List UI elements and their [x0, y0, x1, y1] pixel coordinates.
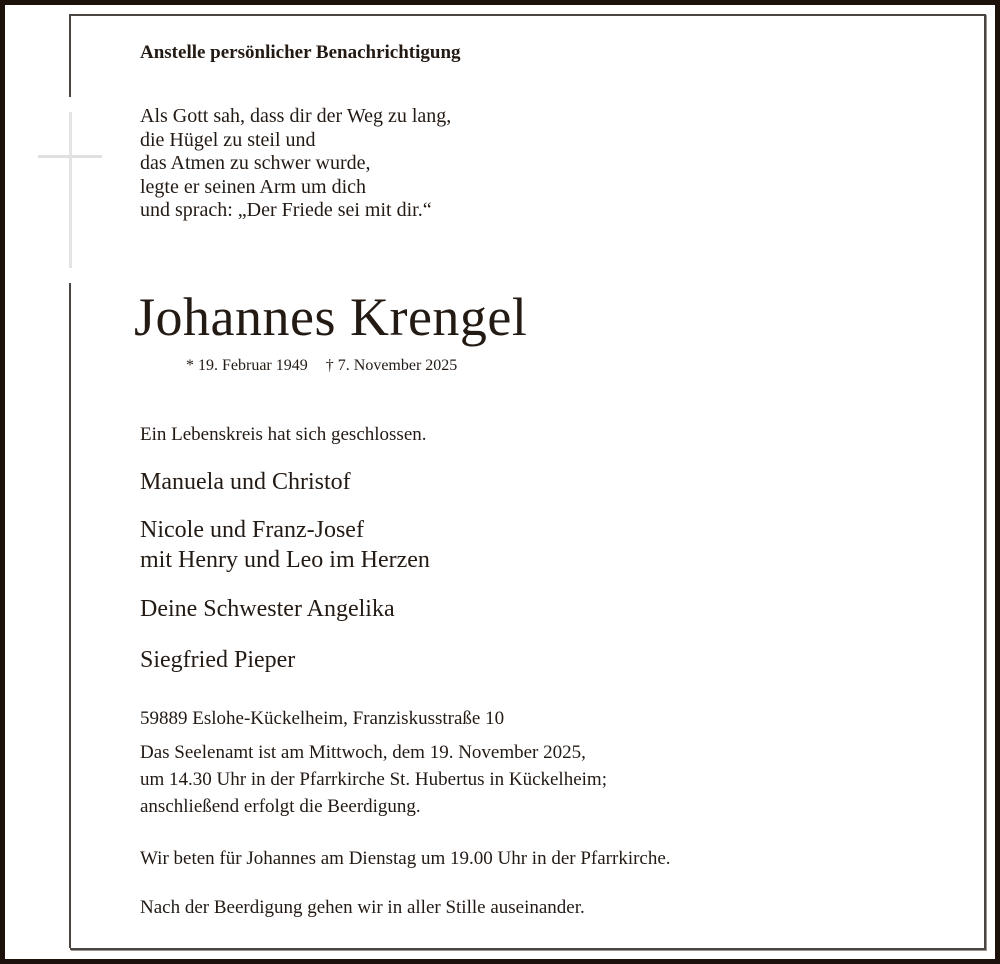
mourner-line: Manuela und Christof	[140, 469, 351, 495]
poem-line: das Atmen zu schwer wurde,	[140, 152, 371, 174]
family-address: 59889 Eslohe-Kückelheim, Franziskusstraße 10	[140, 708, 505, 729]
intro-text: Ein Lebenskreis hat sich geschlossen.	[140, 424, 427, 445]
poem-line: Als Gott sah, dass dir der Weg zu lang,	[140, 105, 452, 127]
frame-left-border-bottom	[69, 283, 71, 948]
mourner-group	[140, 515, 430, 575]
poem-line: legte er seinen Arm um dich	[140, 175, 367, 198]
cross-vertical-bar	[69, 112, 72, 268]
poem-line: die Hügel zu steil und	[140, 128, 316, 151]
mourner-line: mit Henry und Leo im Herzen	[140, 547, 430, 573]
notice-heading: Anstelle persönlicher Benachrichtigung	[140, 42, 461, 63]
cross-horizontal-bar	[38, 155, 102, 158]
service-line: anschließend erfolgt die Beerdigung.	[140, 796, 421, 817]
mourner-group	[140, 594, 395, 624]
mourner-group	[140, 645, 295, 675]
service-line: Das Seelenamt ist am Mittwoch, dem 19. November 2025,	[140, 742, 586, 763]
frame-left-border-top	[69, 14, 71, 97]
closing-note: Nach der Beerdigung gehen wir in aller Stille auseinander.	[140, 897, 585, 918]
mourner-line: Siegfried Pieper	[140, 647, 296, 673]
mourner-line: Nicole und Franz-Josef	[140, 517, 364, 543]
service-line: um 14.30 Uhr in der Pfarrkirche St. Hubertus in Kückelheim;	[140, 769, 607, 790]
deceased-name: Johannes Krengel	[134, 287, 528, 347]
life-dates	[186, 357, 471, 375]
poem	[140, 105, 451, 223]
prayer-note: Wir beten für Johannes am Dienstag um 19.00 Uhr in der Pfarrkirche.	[140, 848, 671, 869]
mourner-line: Deine Schwester Angelika	[140, 596, 395, 622]
death-date: † 7. November 2025	[325, 357, 458, 374]
birth-date: * 19. Februar 1949	[186, 357, 308, 374]
mourner-group	[140, 467, 351, 497]
poem-line: und sprach: „Der Friede sei mit dir.“	[140, 199, 432, 221]
service-details	[140, 739, 607, 820]
